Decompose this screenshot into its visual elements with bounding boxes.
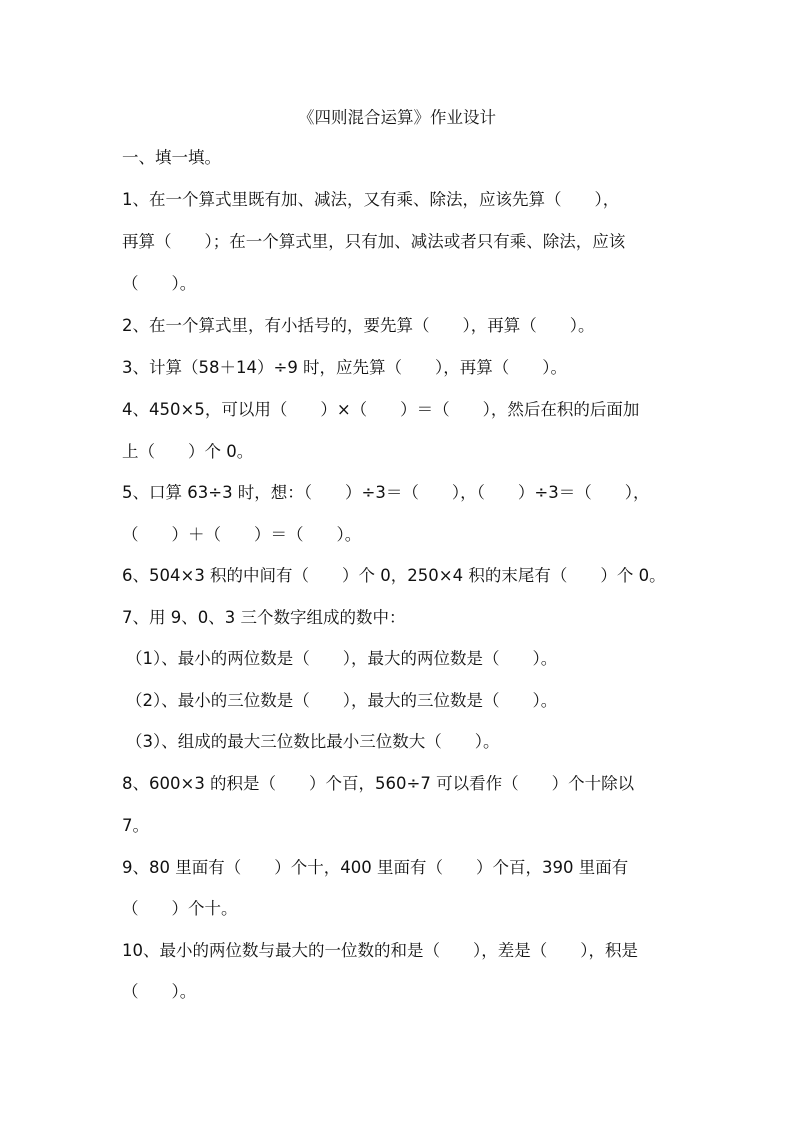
question-2: 2、在一个算式里，有小括号的，要先算（ ），再算（ ）。: [122, 316, 595, 335]
document-title: 《四则混合运算》作业设计: [298, 108, 496, 127]
section-heading: 一、填一填。: [122, 148, 221, 167]
question-8-line-2: 7。: [122, 816, 149, 835]
question-4-line-1: 4、450×5，可以用（ ）×（ ）＝（ ），然后在积的后面加: [122, 400, 640, 419]
question-7-sub-3: （3）、组成的最大三位数比最小三位数大（ ）。: [126, 732, 500, 751]
question-5-line-2: （ ）＋（ ）＝（ ）。: [122, 525, 362, 544]
question-9-line-1: 9、80 里面有（ ）个十，400 里面有（ ）个百，390 里面有: [122, 858, 629, 877]
question-1-line-2: 再算（ ）；在一个算式里，只有加、减法或者只有乘、除法，应该: [122, 232, 626, 251]
question-1-line-3: （ ）。: [122, 274, 197, 293]
question-6: 6、504×3 积的中间有（ ）个 0，250×4 积的末尾有（ ）个 0。: [122, 566, 666, 585]
question-5-line-1: 5、口算 63÷3 时，想：（ ）÷3＝（ ），（ ）÷3＝（ ），: [122, 483, 650, 502]
question-1-line-1: 1、在一个算式里既有加、减法，又有乘、除法，应该先算（ ），: [122, 190, 620, 209]
question-3: 3、计算（58＋14）÷9 时，应先算（ ），再算（ ）。: [122, 358, 568, 377]
question-7-sub-2: （2）、最小的三位数是（ ），最大的三位数是（ ）。: [126, 691, 558, 710]
question-8-line-1: 8、600×3 的积是（ ）个百，560÷7 可以看作（ ）个十除以: [122, 774, 635, 793]
question-7: 7、用 9、0、3 三个数字组成的数中：: [122, 608, 406, 627]
question-10-line-2: （ ）。: [122, 982, 197, 1001]
question-7-sub-1: （1）、最小的两位数是（ ），最大的两位数是（ ）。: [126, 649, 558, 668]
question-10-line-1: 10、最小的两位数与最大的一位数的和是（ ），差是（ ），积是: [122, 941, 638, 960]
question-9-line-2: （ ）个十。: [122, 899, 238, 918]
question-4-line-2: 上（ ）个 0。: [122, 442, 254, 461]
